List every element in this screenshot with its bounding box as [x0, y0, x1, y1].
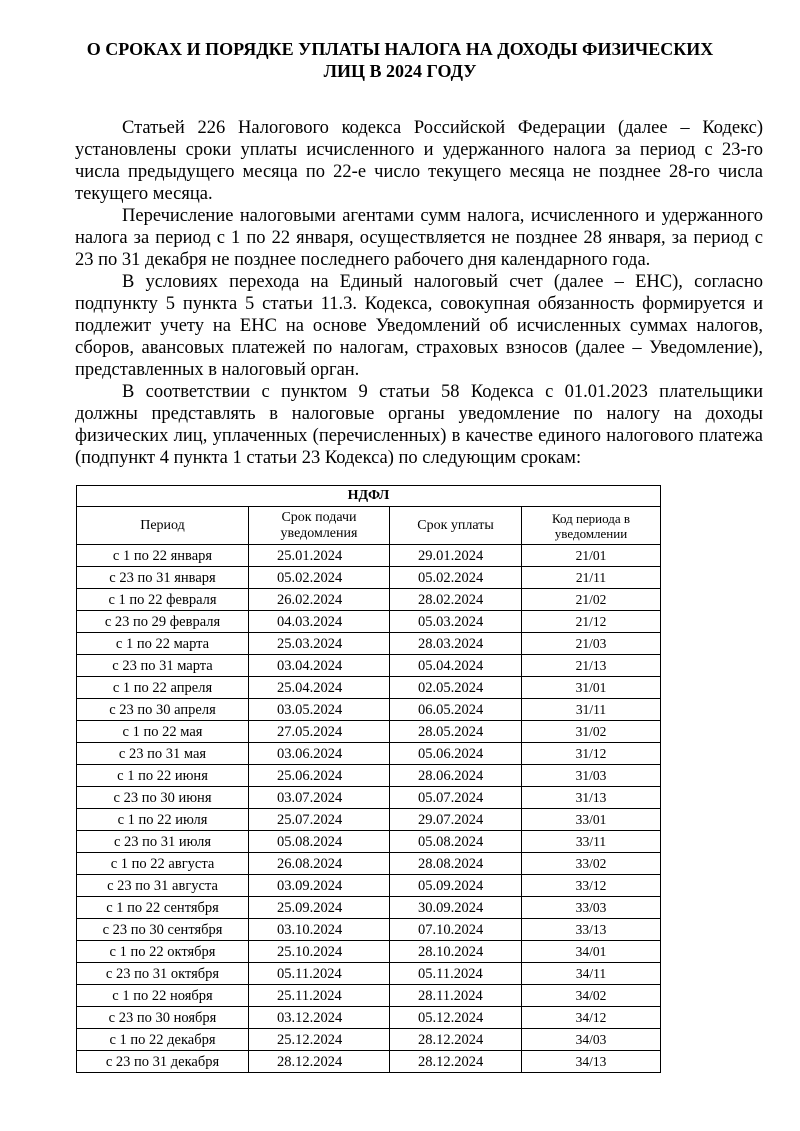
period-code-cell: 31/03	[522, 765, 661, 787]
notice-deadline-cell: 03.10.2024	[249, 919, 390, 941]
paragraph: В условиях перехода на Единый налоговый счет (далее – ЕНС), согласно подпункту 5 пункта 5 статьи 11.3. Кодекса, совокупная обязанность формируется и подлежит учету на ЕНС на основе Уведомлений об исчисленных суммах налогов, сборов, авансовых платежей по налогам, страховых взносов (далее – Уведомление), представленных в налоговый орган.	[75, 272, 763, 380]
table-row	[77, 853, 661, 875]
period-code-cell: 31/01	[522, 677, 661, 699]
table-row	[77, 897, 661, 919]
notice-deadline-cell: 04.03.2024	[249, 611, 390, 633]
period-cell: с 1 по 22 июня	[77, 765, 249, 787]
payment-deadline-cell: 28.05.2024	[390, 721, 522, 743]
table-row	[77, 677, 661, 699]
paragraph: Перечисление налоговыми агентами сумм налога, исчисленного и удержанного налога за период с 1 по 22 января, осуществляется не позднее 28 января, за период с 23 по 31 декабря не позднее последнего рабочего дня календарного года.	[75, 206, 763, 270]
table-row	[77, 699, 661, 721]
column-header-period-code: Код периода в уведомлении	[522, 507, 661, 545]
payment-deadline-cell: 05.02.2024	[390, 567, 522, 589]
column-header-period: Период	[77, 507, 249, 545]
notice-deadline-cell: 25.09.2024	[249, 897, 390, 919]
payment-deadline-cell: 05.09.2024	[390, 875, 522, 897]
period-cell: с 1 по 22 ноября	[77, 985, 249, 1007]
page-title-line-2: ЛИЦ В 2024 ГОДУ	[323, 61, 477, 81]
period-cell: с 1 по 22 сентября	[77, 897, 249, 919]
period-code-cell: 21/03	[522, 633, 661, 655]
payment-deadline-cell: 05.07.2024	[390, 787, 522, 809]
period-cell: с 1 по 22 октября	[77, 941, 249, 963]
column-header-notice-deadline: Срок подачи уведомления	[249, 507, 390, 545]
table-row	[77, 985, 661, 1007]
ndfl-schedule-table	[76, 485, 661, 1073]
payment-deadline-cell: 29.01.2024	[390, 545, 522, 567]
period-cell: с 1 по 22 января	[77, 545, 249, 567]
notice-deadline-cell: 03.05.2024	[249, 699, 390, 721]
period-code-cell: 33/01	[522, 809, 661, 831]
table-row	[77, 721, 661, 743]
payment-deadline-cell: 28.12.2024	[390, 1029, 522, 1051]
period-code-cell: 33/11	[522, 831, 661, 853]
body-text	[75, 117, 763, 469]
table-title: НДФЛ	[77, 486, 661, 507]
payment-deadline-cell: 05.12.2024	[390, 1007, 522, 1029]
table-row	[77, 919, 661, 941]
table-row	[77, 567, 661, 589]
period-code-cell: 34/03	[522, 1029, 661, 1051]
period-code-cell: 34/11	[522, 963, 661, 985]
table-row	[77, 1051, 661, 1073]
notice-deadline-cell: 25.11.2024	[249, 985, 390, 1007]
page-title-line-1: О СРОКАХ И ПОРЯДКЕ УПЛАТЫ НАЛОГА НА ДОХОДЫ ФИЗИЧЕСКИХ	[86, 39, 714, 59]
table-row	[77, 809, 661, 831]
payment-deadline-cell: 28.02.2024	[390, 589, 522, 611]
payment-deadline-cell: 06.05.2024	[390, 699, 522, 721]
payment-deadline-cell: 05.08.2024	[390, 831, 522, 853]
table-row	[77, 963, 661, 985]
payment-deadline-cell: 07.10.2024	[390, 919, 522, 941]
period-code-cell: 34/12	[522, 1007, 661, 1029]
notice-deadline-cell: 03.09.2024	[249, 875, 390, 897]
notice-deadline-cell: 27.05.2024	[249, 721, 390, 743]
period-cell: с 23 по 31 мая	[77, 743, 249, 765]
payment-deadline-cell: 02.05.2024	[390, 677, 522, 699]
period-cell: с 23 по 31 августа	[77, 875, 249, 897]
period-cell: с 23 по 31 июля	[77, 831, 249, 853]
payment-deadline-cell: 28.12.2024	[390, 1051, 522, 1073]
period-code-cell: 21/13	[522, 655, 661, 677]
notice-deadline-cell: 03.04.2024	[249, 655, 390, 677]
period-cell: с 1 по 22 декабря	[77, 1029, 249, 1051]
period-code-cell: 31/13	[522, 787, 661, 809]
table-row	[77, 765, 661, 787]
period-cell: с 23 по 31 марта	[77, 655, 249, 677]
period-code-cell: 34/02	[522, 985, 661, 1007]
notice-deadline-cell: 25.10.2024	[249, 941, 390, 963]
period-cell: с 23 по 31 октября	[77, 963, 249, 985]
notice-deadline-cell: 03.06.2024	[249, 743, 390, 765]
notice-deadline-cell: 25.01.2024	[249, 545, 390, 567]
column-header-payment-deadline: Срок уплаты	[390, 507, 522, 545]
period-code-cell: 34/13	[522, 1051, 661, 1073]
period-cell: с 23 по 31 января	[77, 567, 249, 589]
period-code-cell: 31/02	[522, 721, 661, 743]
notice-deadline-cell: 28.12.2024	[249, 1051, 390, 1073]
period-code-cell: 33/12	[522, 875, 661, 897]
table-row	[77, 743, 661, 765]
notice-deadline-cell: 03.12.2024	[249, 1007, 390, 1029]
notice-deadline-cell: 25.06.2024	[249, 765, 390, 787]
notice-deadline-cell: 05.11.2024	[249, 963, 390, 985]
period-cell: с 23 по 29 февраля	[77, 611, 249, 633]
period-code-cell: 21/01	[522, 545, 661, 567]
period-cell: с 1 по 22 мая	[77, 721, 249, 743]
table-row	[77, 787, 661, 809]
notice-deadline-cell: 05.08.2024	[249, 831, 390, 853]
period-cell: с 23 по 30 июня	[77, 787, 249, 809]
payment-deadline-cell: 28.10.2024	[390, 941, 522, 963]
period-code-cell: 21/02	[522, 589, 661, 611]
payment-deadline-cell: 05.11.2024	[390, 963, 522, 985]
notice-deadline-cell: 26.02.2024	[249, 589, 390, 611]
period-code-cell: 33/03	[522, 897, 661, 919]
period-cell: с 1 по 22 июля	[77, 809, 249, 831]
period-code-cell: 33/02	[522, 853, 661, 875]
table-row	[77, 655, 661, 677]
table-row	[77, 1007, 661, 1029]
notice-deadline-cell: 05.02.2024	[249, 567, 390, 589]
payment-deadline-cell: 28.11.2024	[390, 985, 522, 1007]
payment-deadline-cell: 30.09.2024	[390, 897, 522, 919]
notice-deadline-cell: 03.07.2024	[249, 787, 390, 809]
period-code-cell: 31/12	[522, 743, 661, 765]
payment-deadline-cell: 05.03.2024	[390, 611, 522, 633]
notice-deadline-cell: 25.12.2024	[249, 1029, 390, 1051]
table-row	[77, 941, 661, 963]
notice-deadline-cell: 25.03.2024	[249, 633, 390, 655]
table-row	[77, 589, 661, 611]
period-cell: с 1 по 22 августа	[77, 853, 249, 875]
payment-deadline-cell: 29.07.2024	[390, 809, 522, 831]
period-cell: с 1 по 22 апреля	[77, 677, 249, 699]
period-code-cell: 21/12	[522, 611, 661, 633]
period-code-cell: 31/11	[522, 699, 661, 721]
payment-deadline-cell: 28.08.2024	[390, 853, 522, 875]
table-row	[77, 1029, 661, 1051]
period-cell: с 23 по 30 ноября	[77, 1007, 249, 1029]
payment-deadline-cell: 28.06.2024	[390, 765, 522, 787]
table-row	[77, 611, 661, 633]
paragraph: Статьей 226 Налогового кодекса Российской Федерации (далее – Кодекс) установлены сроки уплаты исчисленного и удержанного налога за период с 23-го числа предыдущего месяца по 22-е число текущего месяца не позднее 28-го числа текущего месяца.	[75, 118, 763, 204]
page-title	[60, 38, 740, 82]
paragraph: В соответствии с пунктом 9 статьи 58 Кодекса с 01.01.2023 плательщики должны представлять в налоговые органы уведомление по налогу на доходы физических лиц, уплаченных (перечисленных) в качестве единого налогового платежа (подпункт 4 пункта 1 статьи 23 Кодекса) по следующим срокам:	[75, 382, 763, 468]
table-row	[77, 545, 661, 567]
period-cell: с 23 по 30 сентября	[77, 919, 249, 941]
payment-deadline-cell: 28.03.2024	[390, 633, 522, 655]
period-cell: с 23 по 31 декабря	[77, 1051, 249, 1073]
table-row	[77, 875, 661, 897]
notice-deadline-cell: 26.08.2024	[249, 853, 390, 875]
payment-deadline-cell: 05.04.2024	[390, 655, 522, 677]
notice-deadline-cell: 25.04.2024	[249, 677, 390, 699]
period-cell: с 1 по 22 марта	[77, 633, 249, 655]
period-code-cell: 21/11	[522, 567, 661, 589]
table-body	[77, 545, 661, 1073]
payment-deadline-cell: 05.06.2024	[390, 743, 522, 765]
table-row	[77, 633, 661, 655]
period-cell: с 23 по 30 апреля	[77, 699, 249, 721]
notice-deadline-cell: 25.07.2024	[249, 809, 390, 831]
period-code-cell: 33/13	[522, 919, 661, 941]
period-code-cell: 34/01	[522, 941, 661, 963]
period-cell: с 1 по 22 февраля	[77, 589, 249, 611]
table-row	[77, 831, 661, 853]
